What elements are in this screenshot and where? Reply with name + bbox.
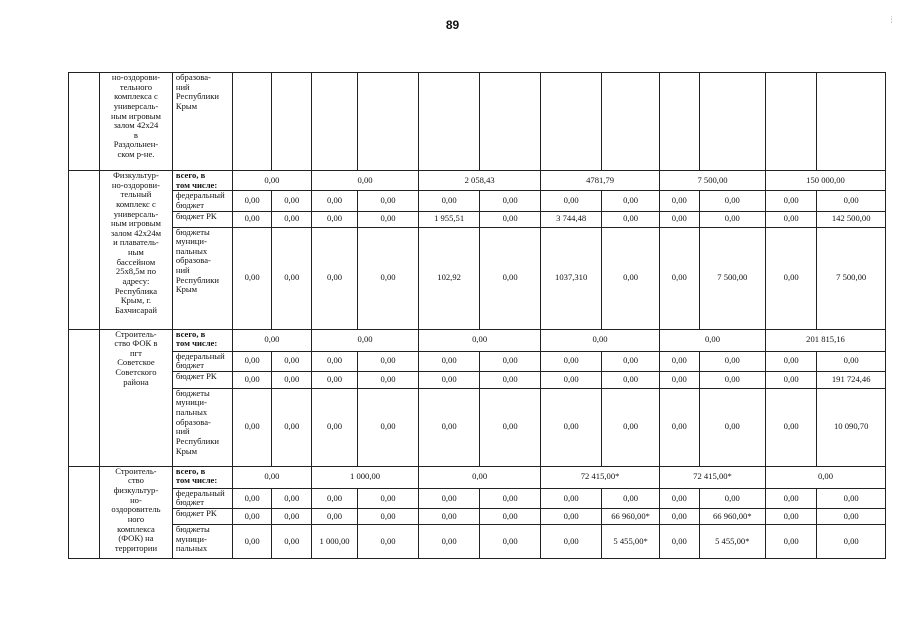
object-name-line: залом 42х24 — [113, 120, 159, 131]
object-name-line: адресу: — [122, 275, 150, 286]
table-row — [69, 488, 886, 508]
value-cell: 0,00 — [660, 509, 700, 525]
value-cell: 0,00 — [272, 525, 312, 559]
object-name-line: ском р-не. — [117, 149, 155, 159]
value-cell: 3 744,48 — [541, 211, 602, 227]
value-cell: 0,00 — [699, 488, 765, 508]
total-value-cell: 0,00 — [541, 329, 660, 351]
table-row — [69, 171, 886, 191]
empty-cell — [817, 73, 886, 171]
value-cell: 0,00 — [272, 488, 312, 508]
value-cell: 0,00 — [765, 227, 816, 329]
funding-source-line: всего, в — [175, 329, 206, 339]
value-cell: 0,00 — [480, 371, 541, 388]
total-value-cell: 4781,79 — [541, 171, 660, 191]
funding-source-line: федеральный — [175, 351, 225, 361]
total-value-cell: 0,00 — [312, 329, 419, 351]
funding-source-line: бюджет РК — [175, 371, 217, 381]
value-cell: 0,00 — [541, 509, 602, 525]
funding-source-line: том числе: — [175, 475, 218, 486]
value-cell: 0,00 — [232, 351, 272, 371]
funding-source-line: всего, в — [175, 466, 206, 476]
value-cell: 142 500,00 — [817, 211, 886, 227]
empty-cell — [765, 73, 816, 171]
row-number-cell — [69, 73, 100, 171]
value-cell: 0,00 — [699, 351, 765, 371]
value-cell: 0,00 — [272, 191, 312, 211]
value-cell: 0,00 — [480, 227, 541, 329]
value-cell: 0,00 — [232, 488, 272, 508]
value-cell: 0,00 — [602, 351, 660, 371]
row-number-cell — [69, 329, 100, 466]
table-row — [69, 211, 886, 227]
value-cell: 0,00 — [358, 211, 419, 227]
value-cell: 1 955,51 — [419, 211, 480, 227]
object-name-line: Крым, г. — [120, 295, 152, 306]
total-value-cell: 72 415,00* — [660, 466, 766, 488]
value-cell: 0,00 — [272, 211, 312, 227]
funding-source-cell — [172, 73, 232, 171]
value-cell: 0,00 — [358, 525, 419, 559]
value-cell: 5 455,00* — [699, 525, 765, 559]
value-cell: 0,00 — [419, 191, 480, 211]
funding-source-line: бюджеты — [175, 388, 210, 398]
value-cell: 0,00 — [312, 509, 358, 525]
funding-source-line: Крым — [175, 445, 198, 456]
funding-source-line: бюджет — [175, 199, 204, 210]
value-cell: 0,00 — [480, 509, 541, 525]
funding-source-cell — [172, 466, 232, 488]
value-cell: 0,00 — [272, 351, 312, 371]
funding-source-line: федеральный — [175, 190, 225, 201]
object-name-line: бассейном — [116, 256, 156, 267]
value-cell: 0,00 — [358, 488, 419, 508]
funding-source-line: образова- — [175, 72, 211, 82]
object-name-line: Советское — [117, 357, 155, 368]
object-name-line: комплекса — [117, 523, 155, 534]
value-cell: 0,00 — [817, 351, 886, 371]
value-cell: 0,00 — [765, 388, 816, 466]
value-cell: 0,00 — [312, 388, 358, 466]
table-row — [69, 466, 886, 488]
object-name-line: ным игровым — [110, 218, 161, 229]
funding-source-cell — [172, 227, 232, 329]
value-cell: 0,00 — [272, 227, 312, 329]
value-cell: 0,00 — [272, 371, 312, 388]
value-cell: 0,00 — [660, 191, 700, 211]
object-name-line: Бахчисарай — [114, 304, 157, 315]
funding-source-line: федеральный — [175, 488, 225, 498]
page-number: 89 — [445, 18, 460, 32]
table-row — [69, 525, 886, 559]
funding-source-line: том числе: — [175, 179, 218, 190]
value-cell: 5 455,00* — [602, 525, 660, 559]
object-name-line: ного — [127, 513, 145, 524]
object-name-line: но-оздорови- — [111, 179, 160, 190]
value-cell: 0,00 — [480, 191, 541, 211]
value-cell: 0,00 — [699, 388, 765, 466]
value-cell: 0,00 — [232, 525, 272, 559]
table-row — [69, 73, 886, 171]
value-cell: 0,00 — [232, 509, 272, 525]
object-name-line: комплекса с — [114, 91, 158, 102]
value-cell: 0,00 — [312, 211, 358, 227]
value-cell: 0,00 — [312, 371, 358, 388]
value-cell: 0,00 — [660, 488, 700, 508]
funding-source-line: Крым — [175, 100, 198, 111]
value-cell: 0,00 — [541, 488, 602, 508]
funding-source-line: всего, в — [175, 170, 206, 180]
funding-source-line: бюджет — [175, 360, 204, 371]
value-cell: 0,00 — [272, 509, 312, 525]
object-name-line: (ФОК) на — [118, 533, 154, 544]
value-cell: 0,00 — [232, 388, 272, 466]
object-name-line: комплекс с — [116, 198, 156, 209]
value-cell: 7 500,00 — [817, 227, 886, 329]
total-value-cell: 0,00 — [765, 466, 885, 488]
value-cell: 0,00 — [699, 371, 765, 388]
margin-mark: ..... — [889, 16, 895, 24]
total-value-cell: 150 000,00 — [765, 171, 885, 191]
funding-source-cell — [172, 171, 232, 191]
funding-source-cell — [172, 211, 232, 227]
value-cell: 0,00 — [765, 488, 816, 508]
empty-cell — [660, 73, 700, 171]
object-name-line: района — [123, 376, 149, 387]
empty-cell — [312, 73, 358, 171]
value-cell: 0,00 — [419, 371, 480, 388]
object-name-line: универсаль- — [113, 100, 159, 111]
object-name-line: Советского — [115, 367, 157, 377]
value-cell: 0,00 — [358, 509, 419, 525]
table-row — [69, 509, 886, 525]
empty-cell — [272, 73, 312, 171]
funding-source-line: муници- — [175, 397, 207, 408]
value-cell: 1 000,00 — [312, 525, 358, 559]
total-value-cell: 0,00 — [232, 171, 311, 191]
object-name-line: оздоровитель — [111, 504, 161, 515]
value-cell: 66 960,00* — [699, 509, 765, 525]
value-cell: 0,00 — [272, 388, 312, 466]
funding-source-line: образова- — [175, 416, 211, 427]
value-cell: 0,00 — [817, 488, 886, 508]
value-cell: 0,00 — [232, 371, 272, 388]
total-value-cell: 0,00 — [419, 466, 541, 488]
value-cell: 0,00 — [765, 509, 816, 525]
value-cell: 0,00 — [358, 351, 419, 371]
funding-source-line: том числе: — [175, 338, 218, 349]
value-cell: 0,00 — [480, 488, 541, 508]
value-cell: 0,00 — [602, 388, 660, 466]
empty-cell — [480, 73, 541, 171]
value-cell: 0,00 — [480, 525, 541, 559]
object-name-line: тельного — [119, 81, 153, 92]
object-name-line: Республика — [114, 285, 158, 296]
funding-source-line: бюджеты — [175, 524, 210, 534]
funding-source-line: ний — [175, 265, 190, 275]
value-cell: 0,00 — [480, 351, 541, 371]
funding-source-line: ний — [175, 81, 190, 92]
object-name-line: тельный — [120, 189, 152, 200]
value-cell: 0,00 — [765, 351, 816, 371]
object-name-line: пгт — [130, 347, 142, 358]
value-cell: 0,00 — [699, 211, 765, 227]
funding-source-line: Республики — [175, 91, 219, 102]
empty-cell — [699, 73, 765, 171]
value-cell: 0,00 — [232, 227, 272, 329]
value-cell: 0,00 — [358, 371, 419, 388]
funding-source-line: бюджет — [175, 497, 204, 508]
value-cell: 0,00 — [765, 371, 816, 388]
value-cell: 0,00 — [660, 351, 700, 371]
table-row — [69, 329, 886, 351]
value-cell: 0,00 — [312, 351, 358, 371]
funding-source-line: пальных — [175, 407, 208, 417]
value-cell: 0,00 — [699, 191, 765, 211]
object-name-line: залом 42х24м — [110, 227, 162, 238]
value-cell: 7 500,00 — [699, 227, 765, 329]
funding-source-line: бюджет РК — [175, 211, 217, 221]
total-value-cell: 2 058,43 — [419, 171, 541, 191]
object-name-line: и плаватель- — [113, 237, 159, 248]
funding-source-line: пальных — [175, 245, 208, 256]
object-name-line: ство ФОК в — [114, 338, 158, 349]
value-cell: 0,00 — [419, 488, 480, 508]
total-value-cell: 1 000,00 — [312, 466, 419, 488]
value-cell: 0,00 — [419, 388, 480, 466]
value-cell: 0,00 — [602, 211, 660, 227]
value-cell: 0,00 — [602, 488, 660, 508]
value-cell: 0,00 — [660, 525, 700, 559]
object-name-line: универсаль- — [113, 208, 159, 219]
empty-cell — [232, 73, 272, 171]
value-cell: 0,00 — [817, 509, 886, 525]
object-name-line: Строитель- — [115, 466, 157, 476]
total-value-cell: 0,00 — [660, 329, 766, 351]
table-row — [69, 371, 886, 388]
object-name-line: в — [133, 129, 138, 140]
empty-cell — [602, 73, 660, 171]
table-row — [69, 191, 886, 211]
table-row — [69, 388, 886, 466]
value-cell: 0,00 — [660, 227, 700, 329]
row-number-cell — [69, 466, 100, 558]
value-cell: 0,00 — [358, 191, 419, 211]
value-cell: 0,00 — [480, 388, 541, 466]
empty-cell — [541, 73, 602, 171]
value-cell: 0,00 — [660, 211, 700, 227]
funding-source-line: бюджеты — [175, 227, 210, 237]
value-cell: 0,00 — [602, 227, 660, 329]
funding-source-cell — [172, 371, 232, 388]
value-cell: 0,00 — [765, 211, 816, 227]
value-cell: 0,00 — [312, 191, 358, 211]
funding-source-cell — [172, 329, 232, 351]
value-cell: 0,00 — [602, 371, 660, 388]
funding-source-line: Республики — [175, 435, 219, 446]
value-cell: 66 960,00* — [602, 509, 660, 525]
total-value-cell: 0,00 — [232, 466, 311, 488]
value-cell: 0,00 — [419, 525, 480, 559]
value-cell: 102,92 — [419, 227, 480, 329]
object-name-cell — [100, 466, 173, 558]
total-value-cell: 0,00 — [419, 329, 541, 351]
value-cell: 0,00 — [312, 488, 358, 508]
object-name-line: физкультур- — [113, 485, 159, 495]
object-name-line: Раздольнен- — [113, 139, 159, 150]
value-cell: 0,00 — [765, 191, 816, 211]
value-cell: 0,00 — [541, 191, 602, 211]
value-cell: 191 724,46 — [817, 371, 886, 388]
value-cell: 0,00 — [480, 211, 541, 227]
object-name-line: территории — [114, 542, 158, 553]
budget-table — [68, 72, 886, 559]
funding-source-line: бюджет РК — [175, 508, 217, 518]
funding-source-line: Республики — [175, 274, 219, 285]
object-name-line: ным — [128, 247, 144, 257]
value-cell: 0,00 — [232, 191, 272, 211]
funding-source-line: муници- — [175, 236, 207, 247]
value-cell: 0,00 — [419, 351, 480, 371]
funding-source-cell — [172, 488, 232, 508]
value-cell: 0,00 — [765, 525, 816, 559]
total-value-cell: 0,00 — [232, 329, 311, 351]
object-name-line: Физкультур- — [113, 170, 159, 180]
funding-source-line: Крым — [175, 284, 198, 295]
empty-cell — [358, 73, 419, 171]
value-cell: 0,00 — [541, 388, 602, 466]
object-name-line: ным игровым — [110, 110, 161, 121]
value-cell: 0,00 — [541, 351, 602, 371]
object-name-line: ство — [128, 475, 144, 486]
object-name-cell — [100, 73, 173, 171]
value-cell: 0,00 — [541, 371, 602, 388]
value-cell: 0,00 — [541, 525, 602, 559]
value-cell: 0,00 — [419, 509, 480, 525]
value-cell: 0,00 — [660, 388, 700, 466]
funding-source-cell — [172, 191, 232, 211]
total-value-cell: 72 415,00* — [541, 466, 660, 488]
value-cell: 0,00 — [358, 227, 419, 329]
funding-source-line: муници- — [175, 533, 207, 544]
object-name-line: но- — [130, 494, 142, 505]
value-cell: 0,00 — [312, 227, 358, 329]
object-name-cell — [100, 329, 173, 466]
table-row — [69, 227, 886, 329]
funding-source-cell — [172, 351, 232, 371]
funding-source-line: пальных — [175, 543, 208, 554]
value-cell: 0,00 — [817, 191, 886, 211]
object-name-line: 25х8,5м по — [115, 266, 157, 277]
row-number-cell — [69, 171, 100, 330]
funding-source-cell — [172, 509, 232, 525]
funding-source-cell — [172, 388, 232, 466]
value-cell: 1037,310 — [541, 227, 602, 329]
funding-source-cell — [172, 525, 232, 559]
object-name-line: но-оздорови- — [111, 72, 160, 82]
funding-source-line: ний — [175, 426, 190, 437]
value-cell: 0,00 — [232, 211, 272, 227]
table-row — [69, 351, 886, 371]
value-cell: 0,00 — [602, 191, 660, 211]
value-cell: 0,00 — [817, 525, 886, 559]
funding-source-line: образова- — [175, 255, 211, 266]
value-cell: 0,00 — [660, 371, 700, 388]
object-name-line: Строитель- — [115, 329, 157, 339]
total-value-cell: 0,00 — [312, 171, 419, 191]
value-cell: 10 090,70 — [817, 388, 886, 466]
empty-cell — [419, 73, 480, 171]
value-cell: 0,00 — [358, 388, 419, 466]
total-value-cell: 201 815,16 — [765, 329, 885, 351]
total-value-cell: 7 500,00 — [660, 171, 766, 191]
object-name-cell — [100, 171, 173, 330]
